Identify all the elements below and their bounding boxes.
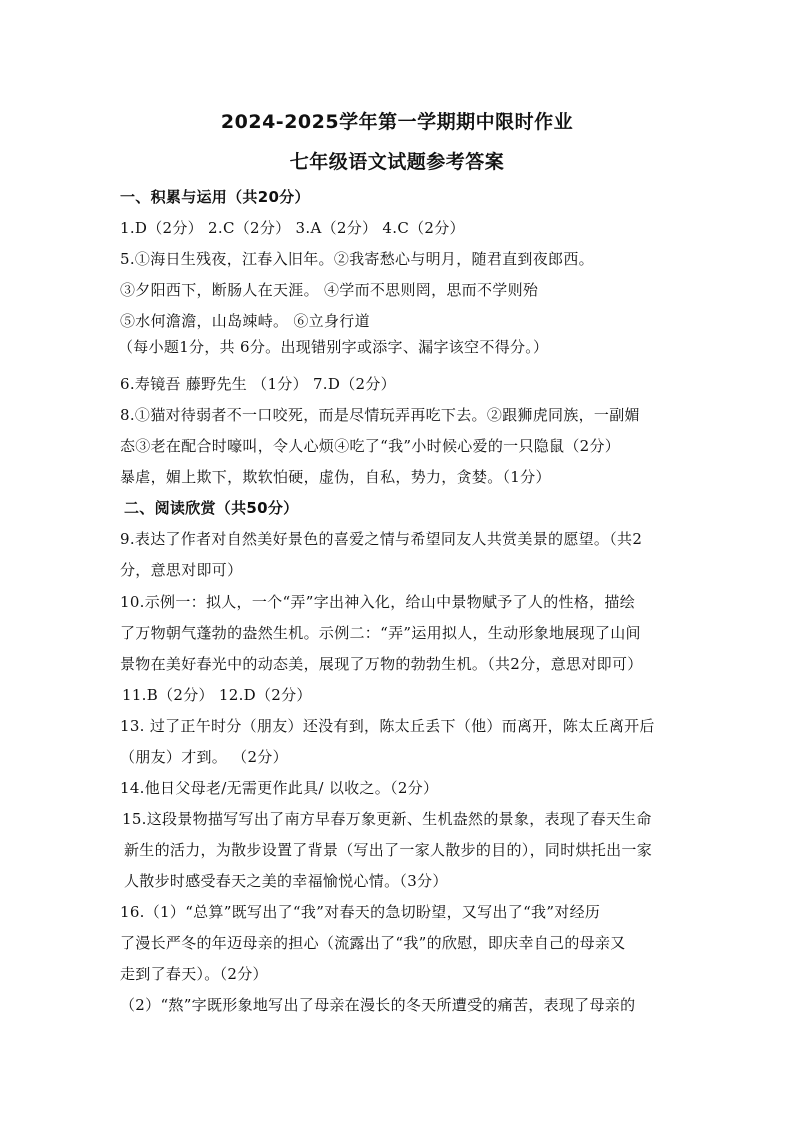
answer-line: 暴虐，媚上欺下，欺软怕硬，虚伪，自私，势力，贪婪。（1分） [120,468,551,486]
answer-line: 10.示例一：拟人，一个“弄”字出神入化，给山中景物赋予了人的性格，描绘 [120,593,635,611]
answer-line: 态③老在配合时嚎叫，令人心烦④吃了“我”小时候心爱的一只隐鼠（2分） [120,437,621,455]
answer-line: 5.①海日生残夜，江春入旧年。②我寄愁心与明月，随君直到夜郎西。 [120,250,594,268]
answer-line: （2）“熬”字既形象地写出了母亲在漫长的冬天所遭受的痛苦，表现了母亲的 [120,996,636,1014]
answer-line: 了万物朝气蓬勃的盎然生机。示例二：“弄”运用拟人，生动形象地展现了山间 [120,624,641,642]
answer-line: 16.（1）“总算”既写出了“我”对春天的急切盼望，又写出了“我”对经历 [120,903,601,921]
answer-line: ③夕阳西下，断肠人在天涯。 ④学而不思则罔，思而不学则殆 [120,281,539,299]
answer-line: 15.这段景物描写写出了南方早春万象更新、生机盎然的景象，表现了春天生命 [122,810,652,828]
scoring-note: （每小题1分，共 6分。出现错别字或添字、漏字该空不得分。） [118,338,549,356]
answer-line: 新生的活力，为散步设置了背景（写出了一家人散步的目的），同时烘托出一家 [124,841,653,859]
document-title: 2024-2025学年第一学期期中限时作业 [220,111,574,133]
section-heading-accumulation: 一、积累与运用（共20分） [120,188,310,206]
document-subtitle: 七年级语文试题参考答案 [289,151,505,173]
answer-line: 9.表达了作者对自然美好景色的喜爱之情与希望同友人共赏美景的愿望。（共2 [120,530,643,548]
answer-line: 13. 过了正午时分（朋友）还没有到，陈太丘丢下（他）而离开，陈太丘离开后 [120,717,655,735]
answer-line: 走到了春天）。（2分） [120,965,268,983]
answer-line: 景物在美好春光中的动态美，展现了万物的勃勃生机。（共2分，意思对即可） [120,655,643,673]
answer-line: 分，意思对即可） [120,561,243,579]
answer-line: （朋友）才到。 （2分） [120,748,288,766]
answer-line: 11.B（2分） 12.D（2分） [122,686,312,704]
answer-line: 6.寿镜吾 藤野先生 （1分） 7.D（2分） [120,375,396,393]
answer-line: 了漫长严冬的年迈母亲的担心（流露出了“我”的欣慰，即庆幸自己的母亲又 [120,934,626,952]
answer-line: 14.他日父母老/无需更作此具/ 以收之。（2分） [120,779,439,797]
answer-line: ⑤水何澹澹，山岛竦峙。 ⑥立身行道 [120,312,370,330]
section-heading-reading: 二、阅读欣赏（共50分） [124,499,299,517]
answer-line: 人散步时感受春天之美的幸福愉悦心情。（3分） [124,872,448,890]
answer-line: 1.D（2分） 2.C（2分） 3.A（2分） 4.C（2分） [120,219,465,237]
answer-line: 8.①猫对待弱者不一口咬死，而是尽情玩弄再吃下去。②跟狮虎同族，一副媚 [120,406,640,424]
